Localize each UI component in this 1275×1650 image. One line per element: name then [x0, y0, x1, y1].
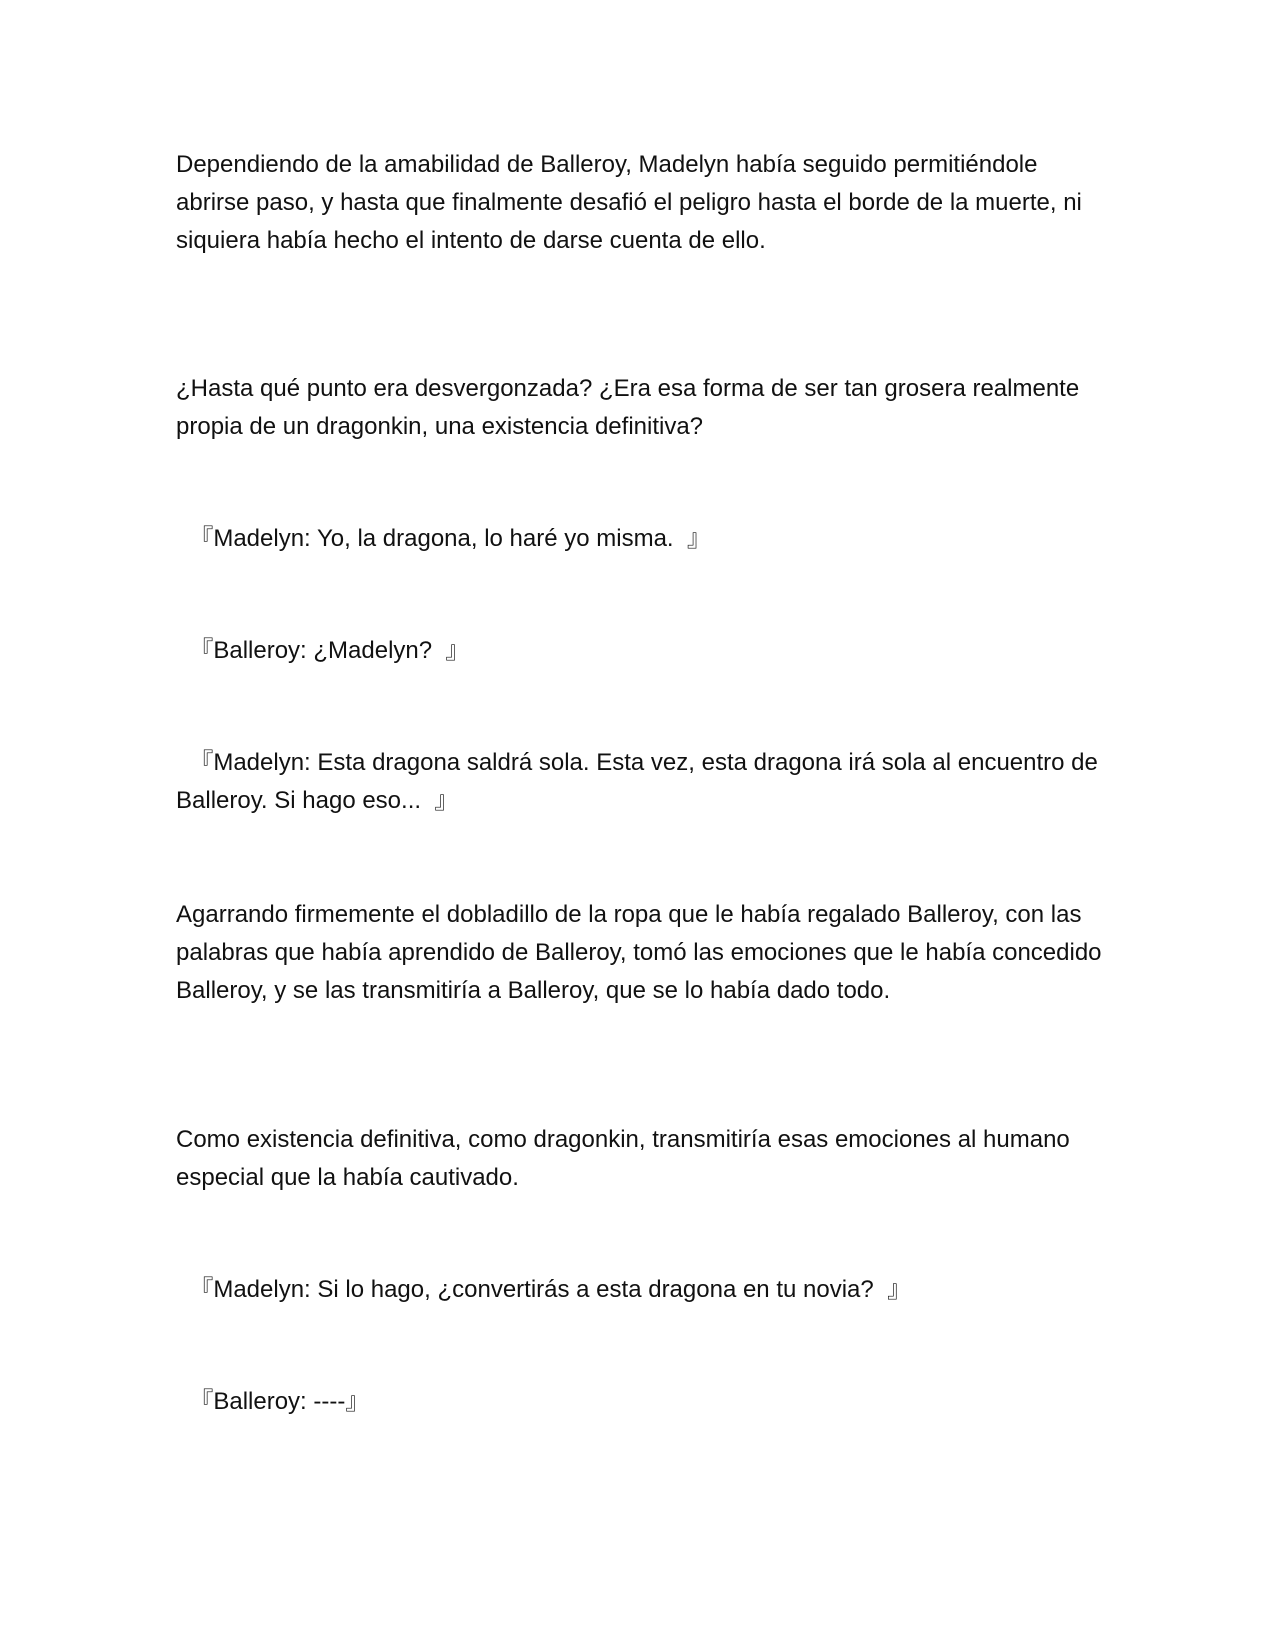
dialogue-balleroy-1: 『Balleroy: ¿Madelyn? 』 — [176, 637, 470, 664]
dialogue-balleroy-2: 『Balleroy: ----』 — [176, 1388, 370, 1415]
paragraph-narration-2: ¿Hasta qué punto era desvergonzada? ¿Era esa forma de ser tan grosera realmente propia de un dragonkin, una existencia definitiva? — [176, 375, 1080, 440]
paragraph-narration-4: Como existencia definitiva, como dragonkin, transmitiría esas emociones al humano especial que la había cautivado. — [176, 1126, 1070, 1191]
dialogue-madelyn-3: 『Madelyn: Si lo hago, ¿convertirás a esta dragona en tu novia? 』 — [176, 1276, 912, 1303]
paragraph-narration-1: Dependiendo de la amabilidad de Balleroy, Madelyn había seguido permitiéndole abrirse paso, y hasta que finalmente desafió el peligro hasta el borde de la muerte, ni siquiera había hecho el intento de darse cuenta de ello. — [176, 151, 1082, 254]
dialogue-madelyn-2: 『Madelyn: Esta dragona saldrá sola. Esta vez, esta dragona irá sola al encuentro de Balleroy. Si hago eso... 』 — [176, 749, 1098, 814]
paragraph-narration-3: Agarrando firmemente el dobladillo de la ropa que le había regalado Balleroy, con las palabras que había aprendido de Balleroy, tomó las emociones que le había concedido Balleroy, y se las transmitiría a Balleroy, que se lo había dado todo. — [176, 901, 1102, 1004]
dialogue-madelyn-1: 『Madelyn: Yo, la dragona, lo haré yo misma. 』 — [176, 525, 711, 552]
